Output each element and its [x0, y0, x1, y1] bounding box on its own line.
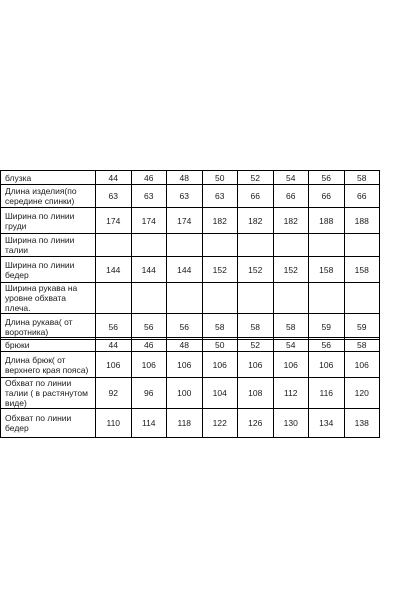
size-header-cell: 44 — [96, 171, 132, 185]
row-label: Обхват по линии бедер — [1, 409, 96, 438]
value-cell: 114 — [131, 409, 167, 438]
size-header-cell: 48 — [167, 171, 203, 185]
value-cell: 56 — [131, 314, 167, 340]
size-header-cell: 54 — [273, 338, 309, 352]
value-cell: 63 — [167, 185, 203, 208]
value-cell: 158 — [344, 257, 380, 283]
row-label: Длина брюк( от верхнего края пояса) — [1, 352, 96, 378]
value-cell: 106 — [96, 352, 132, 378]
value-cell: 152 — [202, 257, 238, 283]
size-header-cell: 56 — [309, 171, 345, 185]
value-cell — [202, 283, 238, 314]
size-header-cell: 48 — [167, 338, 203, 352]
value-cell: 152 — [238, 257, 274, 283]
value-cell: 66 — [344, 185, 380, 208]
value-cell: 106 — [167, 352, 203, 378]
value-cell: 56 — [167, 314, 203, 340]
value-cell: 100 — [167, 378, 203, 409]
value-cell: 174 — [167, 208, 203, 234]
value-cell: 108 — [238, 378, 274, 409]
blouse-header-label: блузка — [1, 171, 96, 185]
value-cell: 122 — [202, 409, 238, 438]
blouse-header-row — [1, 171, 380, 185]
value-cell: 63 — [96, 185, 132, 208]
value-cell: 104 — [202, 378, 238, 409]
table-row — [1, 257, 380, 283]
value-cell: 144 — [167, 257, 203, 283]
table-row — [1, 208, 380, 234]
value-cell — [344, 234, 380, 257]
value-cell: 59 — [309, 314, 345, 340]
size-header-cell: 56 — [309, 338, 345, 352]
value-cell: 112 — [273, 378, 309, 409]
row-label: Обхват по линии талии ( в растянутом виде) — [1, 378, 96, 409]
value-cell — [96, 283, 132, 314]
pants-header-label: брюки — [1, 338, 96, 352]
value-cell: 174 — [131, 208, 167, 234]
size-header-cell: 46 — [131, 171, 167, 185]
value-cell: 92 — [96, 378, 132, 409]
value-cell: 152 — [273, 257, 309, 283]
row-label: Длина рукава( от воротника) — [1, 314, 96, 340]
table-row — [1, 185, 380, 208]
table-row — [1, 283, 380, 314]
value-cell: 188 — [344, 208, 380, 234]
value-cell: 134 — [309, 409, 345, 438]
table-row — [1, 378, 380, 409]
value-cell — [131, 234, 167, 257]
value-cell: 110 — [96, 409, 132, 438]
value-cell: 63 — [202, 185, 238, 208]
value-cell — [96, 234, 132, 257]
value-cell: 106 — [273, 352, 309, 378]
value-cell: 174 — [96, 208, 132, 234]
value-cell — [273, 234, 309, 257]
value-cell: 96 — [131, 378, 167, 409]
value-cell: 106 — [202, 352, 238, 378]
value-cell: 59 — [344, 314, 380, 340]
value-cell — [273, 283, 309, 314]
value-cell: 66 — [273, 185, 309, 208]
value-cell: 182 — [273, 208, 309, 234]
value-cell: 182 — [238, 208, 274, 234]
value-cell: 182 — [202, 208, 238, 234]
value-cell: 120 — [344, 378, 380, 409]
row-label: Длина изделия(по середине спинки) — [1, 185, 96, 208]
table-row — [1, 352, 380, 378]
row-label: Ширина рукава на уровне обхвата плеча. — [1, 283, 96, 314]
value-cell: 58 — [202, 314, 238, 340]
row-label: Ширина по линии бедер — [1, 257, 96, 283]
pants-size-table — [0, 337, 380, 438]
value-cell: 158 — [309, 257, 345, 283]
value-cell: 66 — [309, 185, 345, 208]
value-cell: 106 — [238, 352, 274, 378]
size-header-cell: 52 — [238, 338, 274, 352]
value-cell — [202, 234, 238, 257]
value-cell — [344, 283, 380, 314]
value-cell: 63 — [131, 185, 167, 208]
value-cell: 106 — [309, 352, 345, 378]
size-header-cell: 58 — [344, 171, 380, 185]
size-header-cell: 50 — [202, 171, 238, 185]
blouse-size-table — [0, 170, 380, 340]
row-label: Ширина по линии груди — [1, 208, 96, 234]
value-cell: 144 — [96, 257, 132, 283]
table-row — [1, 314, 380, 340]
value-cell: 138 — [344, 409, 380, 438]
table-row — [1, 409, 380, 438]
value-cell — [309, 283, 345, 314]
value-cell: 188 — [309, 208, 345, 234]
value-cell — [238, 283, 274, 314]
value-cell: 126 — [238, 409, 274, 438]
pants-header-row — [1, 338, 380, 352]
value-cell — [167, 234, 203, 257]
value-cell — [309, 234, 345, 257]
value-cell: 130 — [273, 409, 309, 438]
value-cell — [131, 283, 167, 314]
value-cell: 118 — [167, 409, 203, 438]
value-cell: 58 — [273, 314, 309, 340]
row-label: Ширина по линии талии — [1, 234, 96, 257]
value-cell: 56 — [96, 314, 132, 340]
value-cell: 66 — [238, 185, 274, 208]
value-cell: 116 — [309, 378, 345, 409]
size-header-cell: 46 — [131, 338, 167, 352]
value-cell: 106 — [131, 352, 167, 378]
value-cell: 58 — [238, 314, 274, 340]
size-header-cell: 52 — [238, 171, 274, 185]
size-header-cell: 58 — [344, 338, 380, 352]
size-header-cell: 44 — [96, 338, 132, 352]
value-cell — [167, 283, 203, 314]
value-cell: 144 — [131, 257, 167, 283]
size-header-cell: 50 — [202, 338, 238, 352]
value-cell — [238, 234, 274, 257]
size-header-cell: 54 — [273, 171, 309, 185]
table-row — [1, 234, 380, 257]
value-cell: 106 — [344, 352, 380, 378]
